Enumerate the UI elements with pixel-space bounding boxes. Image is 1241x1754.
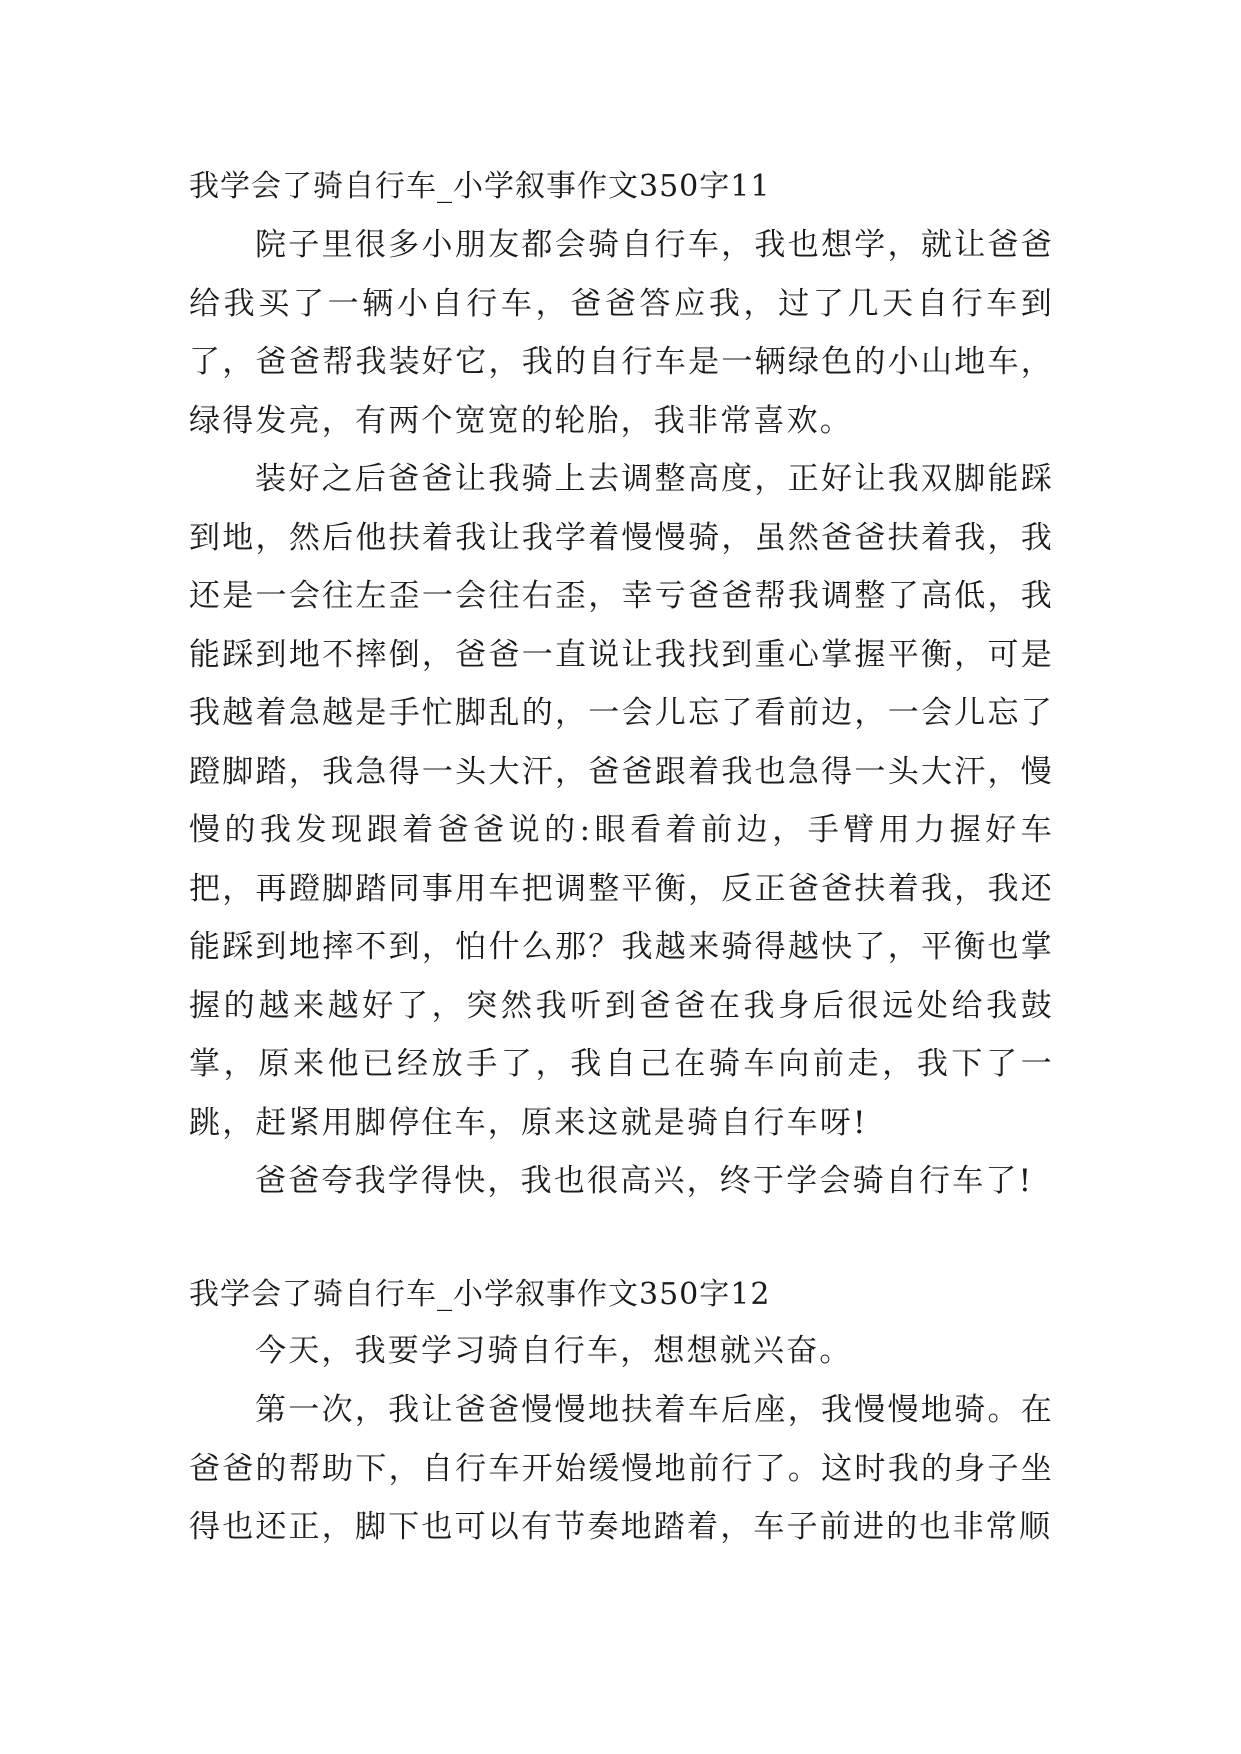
paragraph: 装好之后爸爸让我骑上去调整高度，正好让我双脚能踩到地，然后他扶着我让我学着慢慢骑，虽然爸爸扶着我，我还是一会往左歪一会往右歪，幸亏爸爸帮我调整了高低，我能踩到地不摔倒，爸爸一直说让我找到重心掌握平衡，可是我越着急越是手忙脚乱的，一会儿忘了看前边，一会儿忘了蹬脚踏，我急得一头大汗，爸爸跟着我也急得一头大汗，慢慢的我发现跟着爸爸说的:眼看着前边，手臂用力握好车把，再蹬脚踏同事用车把调整平衡，反正爸爸扶着我，我还能踩到地摔不到，怕什么那？我越来骑得越快了，平衡也掌握的越来越好了，突然我听到爸爸在我身后很远处给我鼓掌，原来他已经放手了，我自己在骑车向前走，我下了一跳，赶紧用脚停住车，原来这就是骑自行车呀! [189, 461, 1054, 1141]
paragraph: 今天，我要学习骑自行车，想想就兴奋。 [255, 1333, 853, 1369]
paragraph: 第一次，我让爸爸慢慢地扶着车后座，我慢慢地骑。在爸爸的帮助下，自行车开始缓慢地前行了。这时我的身子坐得也还正，脚下也可以有节奏地踏着，车子前进的也非常顺 [189, 1392, 1054, 1545]
paragraph: 院子里很多小朋友都会骑自行车，我也想学，就让爸爸给我买了一辆小自行车，爸爸答应我，过了几天自行车到了，爸爸帮我装好它，我的自行车是一辆绿色的小山地车，绿得发亮，有两个宽宽的轮胎，我非常喜欢。 [189, 227, 1054, 439]
paragraph: 爸爸夸我学得快，我也很高兴，终于学会骑自行车了! [255, 1163, 1034, 1199]
section-title: 我学会了骑自行车_小学叙事作文350字12 [189, 1277, 771, 1312]
section-title: 我学会了骑自行车_小学叙事作文350字11 [189, 169, 771, 204]
